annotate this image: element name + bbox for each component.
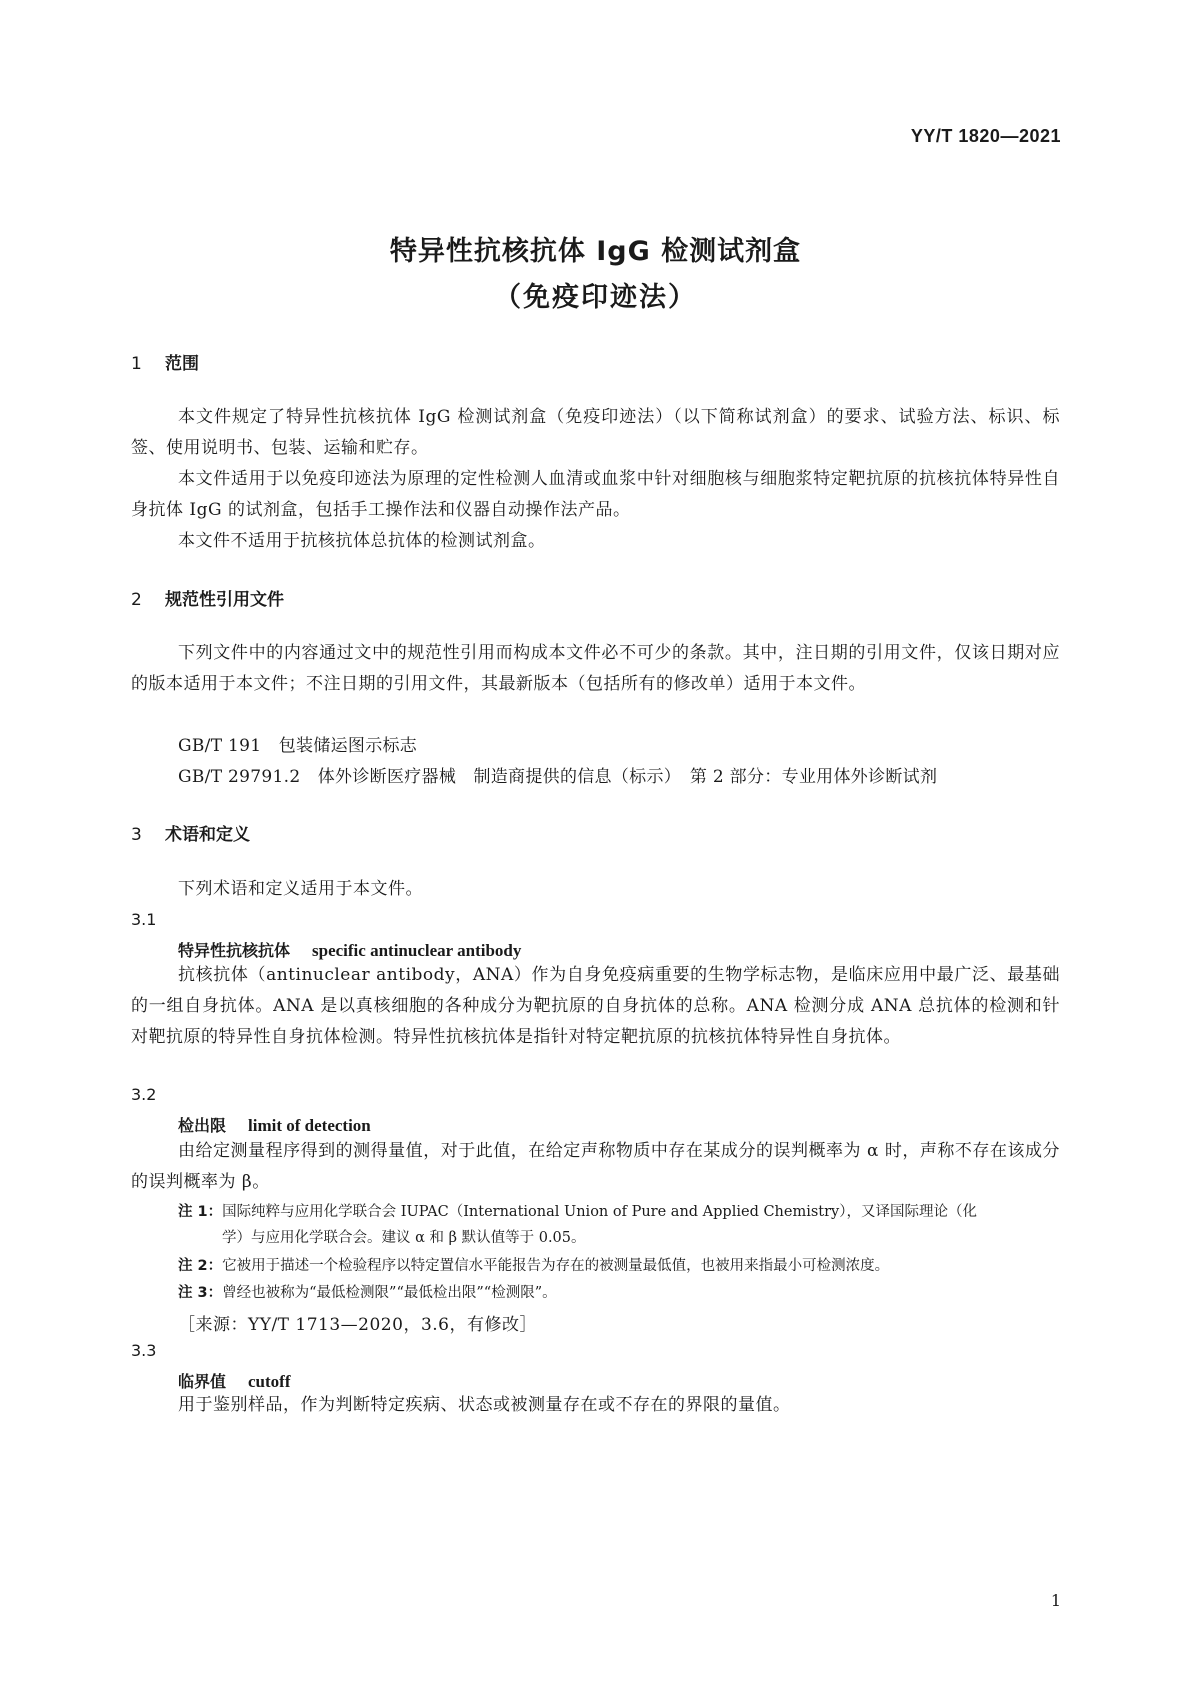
section-heading-1: [131, 349, 199, 374]
note-text: 国际纯粹与应用化学联合会 IUPAC（International Union of Pure and Applied Chemistry），又译国际理论（化: [222, 1204, 977, 1220]
term-number: 3.3: [131, 1341, 157, 1360]
note-label: 注 2：: [178, 1258, 223, 1274]
section-number: 3: [131, 825, 142, 845]
document-title: 特异性抗核抗体 IgG 检测试剂盒: [389, 236, 802, 267]
note-text: 它被用于描述一个检验程序以特定置信水平能报告为存在的被测量最低值，也被用来指最小可检测浓度。: [222, 1258, 890, 1274]
term-en: limit of detection: [248, 1116, 371, 1135]
term-en: specific antinuclear antibody: [312, 941, 522, 960]
standard-number: YY/T 1820—2021: [910, 126, 1061, 146]
term-definition: 抗核抗体（antinuclear antibody，ANA）作为自身免疫病重要的生物学标志物，是临床应用中最广泛、最基础的一组自身抗体。ANA 是以真核细胞的各种成分为靶抗原的自身抗体的总称。ANA 检测分成 ANA 总抗体的检测和针对靶抗原的特异性自身抗体检测。特异性抗核抗体是指针对特定靶抗原的抗核抗体特异性自身抗体。: [131, 965, 1060, 1047]
section-title: 术语和定义: [165, 825, 250, 845]
term-cn: 检出限: [178, 1116, 227, 1135]
note-text-continued: 学）与应用化学联合会。建议 α 和 β 默认值等于 0.05。: [222, 1230, 586, 1246]
paragraph: 本文件不适用于抗核抗体总抗体的检测试剂盒。: [178, 531, 546, 551]
paragraph: 下列文件中的内容通过文中的规范性引用而构成本文件必不可少的条款。其中，注日期的引用文件，仅该日期对应的版本适用于本文件；不注日期的引用文件，其最新版本（包括所有的修改单）适用于本文件。: [131, 643, 1060, 694]
section-title: 范围: [165, 354, 199, 374]
document-subtitle: （免疫印迹法）: [494, 282, 697, 313]
paragraph: 下列术语和定义适用于本文件。: [178, 879, 423, 899]
note-label: 注 1：: [178, 1204, 223, 1220]
term-number: 3.2: [131, 1085, 157, 1104]
term-definition: 用于鉴别样品，作为判断特定疾病、状态或被测量存在或不存在的界限的量值。: [178, 1395, 791, 1415]
note-1: [178, 1199, 1060, 1251]
note-label: 注 3：: [178, 1285, 223, 1301]
page-number: 1: [1050, 1591, 1061, 1610]
term-cn: 临界值: [178, 1372, 227, 1391]
term-en: cutoff: [248, 1372, 291, 1391]
normative-reference: GB/T 191 包装储运图示标志: [178, 736, 418, 756]
normative-reference: GB/T 29791.2 体外诊断医疗器械 制造商提供的信息（标示） 第 2 部分：专业用体外诊断试剂: [178, 767, 938, 787]
section-heading-3: [131, 820, 250, 845]
note-2: [178, 1253, 1060, 1279]
section-number: 2: [131, 590, 142, 610]
section-heading-2: [131, 585, 284, 610]
term-number: 3.1: [131, 910, 157, 929]
term-entry: [178, 938, 521, 961]
term-definition: 由给定测量程序得到的测得量值，对于此值，在给定声称物质中存在某成分的误判概率为 α 时，声称不存在该成分的误判概率为 β。: [131, 1141, 1060, 1192]
section-title: 规范性引用文件: [165, 590, 284, 610]
term-entry: [178, 1113, 371, 1136]
paragraph: 本文件适用于以免疫印迹法为原理的定性检测人血清或血浆中针对细胞核与细胞浆特定靶抗原的抗核抗体特异性自身抗体 IgG 的试剂盒，包括手工操作法和仪器自动操作法产品。: [131, 469, 1060, 520]
term-entry: [178, 1369, 291, 1392]
note-text: 曾经也被称为“最低检测限”“最低检出限”“检测限”。: [222, 1285, 557, 1301]
note-3: [178, 1280, 1060, 1306]
term-cn: 特异性抗核抗体: [178, 941, 291, 960]
source-citation: ［来源：YY/T 1713—2020，3.6，有修改］: [178, 1315, 537, 1335]
section-number: 1: [131, 354, 142, 374]
paragraph: 本文件规定了特异性抗核抗体 IgG 检测试剂盒（免疫印迹法）（以下简称试剂盒）的要求、试验方法、标识、标签、使用说明书、包装、运输和贮存。: [131, 407, 1060, 458]
